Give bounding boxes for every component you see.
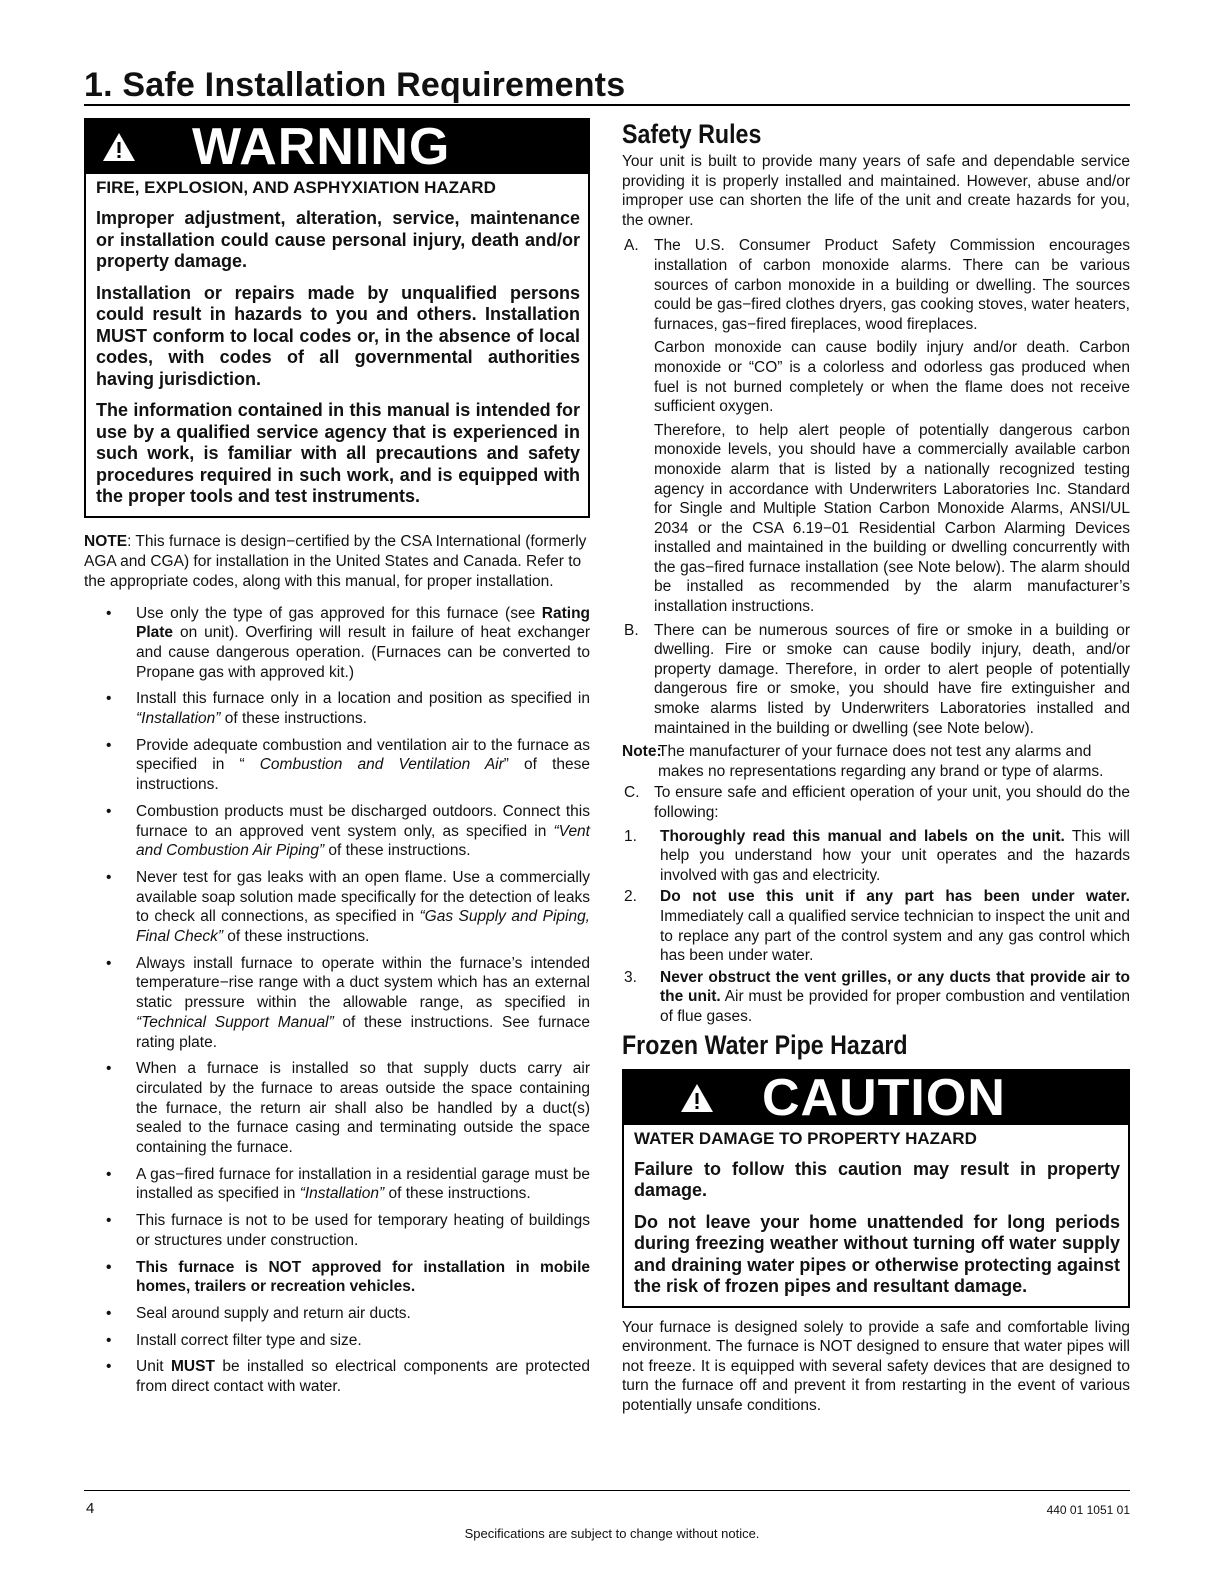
list-item: • This furnace is not to be used for temporary heating of buildings or structures under construction. bbox=[106, 1212, 590, 1249]
list-item: • Provide adequate combustion and ventilation air to the furnace as specified in “ Combustion and Ventilation Air” of these instructions. bbox=[106, 736, 590, 794]
alarm-note: Note: The manufacturer of your furnace does not test any alarms and makes no representations regarding any brand or type of alarms. bbox=[622, 743, 1104, 780]
list-item: • A gas−fired furnace for installation in a residential garage must be installed as specified in “Installation” of these instructions. bbox=[106, 1165, 590, 1203]
warning-paragraph: Improper adjustment, alteration, service, maintenance or installation could cause personal injury, death and/or property damage. bbox=[96, 208, 580, 271]
warning-header bbox=[86, 120, 588, 174]
safety-rules-heading: Safety Rules bbox=[622, 119, 762, 149]
warning-triangle-icon bbox=[102, 132, 136, 162]
safety-step-2: 2. Do not use this unit if any part has been under water. Immediately call a qualified service technician to inspect the unit and to replace any part of the control system and any gas control which has been under water. bbox=[624, 888, 1130, 965]
caution-paragraph: Do not leave your home unattended for long periods during freezing weather without turning off water supply and draining water pipes or otherwise protecting against the risk of frozen pipes and resultant damage. bbox=[634, 1211, 1120, 1297]
certification-note bbox=[84, 532, 590, 592]
list-item: • Always install furnace to operate within the furnace’s intended temperature−rise range with a duct system which has an external static pressure within the allowable range, as specified in “Technical Support Manual” of these instructions. See furnace rating plate. bbox=[106, 954, 590, 1051]
warning-signal-word: WARNING bbox=[192, 118, 451, 176]
bullet-icon: • bbox=[106, 1358, 112, 1376]
page-number: 4 bbox=[86, 1500, 95, 1517]
bullet-icon: • bbox=[106, 1212, 112, 1230]
bullet-icon: • bbox=[106, 802, 112, 820]
bullet-icon: • bbox=[106, 604, 112, 622]
note-text: : This furnace is design−certified by the CSA International (formerly AGA and CGA) for installation in the United States and Canada. Refer to the appropriate codes, along with this manual, for proper installation. bbox=[84, 532, 587, 590]
bullet-icon: • bbox=[106, 868, 112, 886]
document-number: 440 01 1051 01 bbox=[1046, 1503, 1130, 1517]
list-item: • Never test for gas leaks with an open flame. Use a commercially available soap solution made specifically for the detection of leaks to check all connections, as specified in “Gas Supply and Piping, Final Check” of these instructions. bbox=[106, 868, 590, 946]
list-item: • Install this furnace only in a location and position as specified in “Installation” of these instructions. bbox=[106, 690, 590, 728]
list-item: • Unit MUST be installed so electrical components are protected from direct contact with water. bbox=[106, 1358, 590, 1396]
list-item: • When a furnace is installed so that supply ducts carry air circulated by the furnace to areas outside the space containing the furnace, the return air shall also be handled by a duct(s) sealed to the furnace casing and terminating outside the space containing the furnace. bbox=[106, 1060, 590, 1157]
caution-paragraph: Failure to follow this caution may result in property damage. bbox=[634, 1158, 1120, 1201]
right-column bbox=[622, 118, 1130, 1416]
footer-rule bbox=[84, 1490, 1130, 1491]
safety-step-3: 3. Never obstruct the vent grilles, or any ducts that provide air to the unit. Air must be provided for proper combustion and ventilation of flue gases. bbox=[624, 968, 1130, 1025]
safety-item-c: C. To ensure safe and efficient operation of your unit, you should do the following: bbox=[624, 784, 1130, 821]
warning-triangle-icon bbox=[680, 1083, 714, 1113]
caution-signal-word: CAUTION bbox=[762, 1068, 1006, 1127]
list-item: • Seal around supply and return air ducts. bbox=[106, 1305, 411, 1322]
left-column bbox=[84, 118, 590, 1404]
list-item: • Install correct filter type and size. bbox=[106, 1331, 362, 1349]
frozen-pipe-body: Your furnace is designed solely to provide a safe and comfortable living environment. The furnace is NOT designed to ensure that water pipes will not freeze. It is equipped with several safety devices that are designed to turn the furnace off and prevent it from restarting in the event of various potentially unsafe conditions. bbox=[622, 1318, 1130, 1414]
warning-subtitle: FIRE, EXPLOSION, AND ASPHYXIATION HAZARD bbox=[96, 178, 496, 197]
caution-box bbox=[622, 1069, 1130, 1308]
safety-step-1: 1. Thoroughly read this manual and labels on the unit. This will help you understand how your unit operates and the hazards involved with gas and electricity. bbox=[624, 827, 1130, 884]
list-item: • This furnace is NOT approved for installation in mobile homes, trailers or recreation vehicles. bbox=[106, 1258, 590, 1296]
warning-paragraph: The information contained in this manual is intended for use by a qualified service agency that is experienced in such work, is familiar with all precautions and safety procedures required in such work, and is equipped with the proper tools and test instruments. bbox=[96, 400, 580, 506]
specifications-notice: Specifications are subject to change without notice. bbox=[464, 1526, 760, 1541]
safety-item-a: A. The U.S. Consumer Product Safety Commission encourages installation of carbon monoxide alarms. There can be various sources of carbon monoxide in a building or dwelling. The sources could be gas−fired clothes dryers, gas cooking stoves, water heaters, furnaces, gas−fired fireplaces, wood fireplaces. Carbon monoxide can cause bodily injury and/or death. Carbon monoxide or “CO” is a colorless and odorless gas produced when fuel is not burned completely or when the flame does not receive sufficient oxygen. Therefore, to help alert people of potentially dangerous carbon monoxide levels, you should have a commercially available carbon monoxide alarm that is listed by a nationally recognized testing agency in accordance with Underwriters Laboratories Inc. Standard for Single and Multiple Station Carbon Monoxide Alarms, ANSI/UL 2034 or the CSA 6.19−01 Residential Carbon Alarming Devices installed and maintained in the building or dwelling concurrently with the gas−fired furnace installation (see Note below). The alarm should be installed as recommended by the alarm manufacturer’s installation instructions. bbox=[624, 237, 1130, 616]
list-item: • Combustion products must be discharged outdoors. Connect this furnace to an approved vent system only, as specified in “Vent and Combustion Air Piping” of these instructions. bbox=[106, 802, 590, 860]
bullet-icon: • bbox=[106, 736, 112, 754]
list-item: • Use only the type of gas approved for this furnace (see Rating Plate on unit). Overfiring will result in failure of heat exchanger and cause dangerous operation. (Furnaces can be converted to Propane gas with approved kit.) bbox=[106, 604, 590, 681]
safety-item-b: B. There can be numerous sources of fire or smoke in a building or dwelling. Fire or smoke can cause bodily injury, death, and/or property damage. Therefore, in order to alert people of potentially dangerous fire or smoke, you should have fire extinguisher and smoke alarms listed by Underwriters Laboratories installed and maintained in the building or dwelling (see Note below). bbox=[624, 621, 1130, 737]
bullet-icon: • bbox=[106, 954, 112, 972]
requirements-list bbox=[84, 604, 590, 1397]
bullet-icon: • bbox=[106, 1258, 112, 1276]
bullet-icon: • bbox=[106, 1305, 112, 1322]
caution-subtitle: WATER DAMAGE TO PROPERTY HAZARD bbox=[634, 1128, 977, 1148]
bullet-icon: • bbox=[106, 1331, 112, 1349]
frozen-pipe-heading: Frozen Water Pipe Hazard bbox=[622, 1029, 908, 1060]
page-title: 1. Safe Installation Requirements bbox=[84, 66, 1130, 106]
warning-paragraph: Installation or repairs made by unqualified persons could result in hazards to you and others. Installation MUST conform to local codes or, in the absence of local codes, with codes of all governmental authorities having jurisdiction. bbox=[96, 282, 580, 389]
caution-header bbox=[624, 1068, 1128, 1127]
warning-box bbox=[84, 118, 590, 518]
bullet-icon: • bbox=[106, 1060, 112, 1078]
bullet-icon: • bbox=[106, 1165, 112, 1183]
note-label: NOTE bbox=[84, 532, 128, 550]
safety-intro: Your unit is built to provide many years of safe and dependable service providing it is properly installed and maintained. However, abuse and/or improper use can shorten the life of the unit and create hazards for you, the owner. bbox=[622, 153, 1130, 229]
bullet-icon: • bbox=[106, 690, 112, 708]
